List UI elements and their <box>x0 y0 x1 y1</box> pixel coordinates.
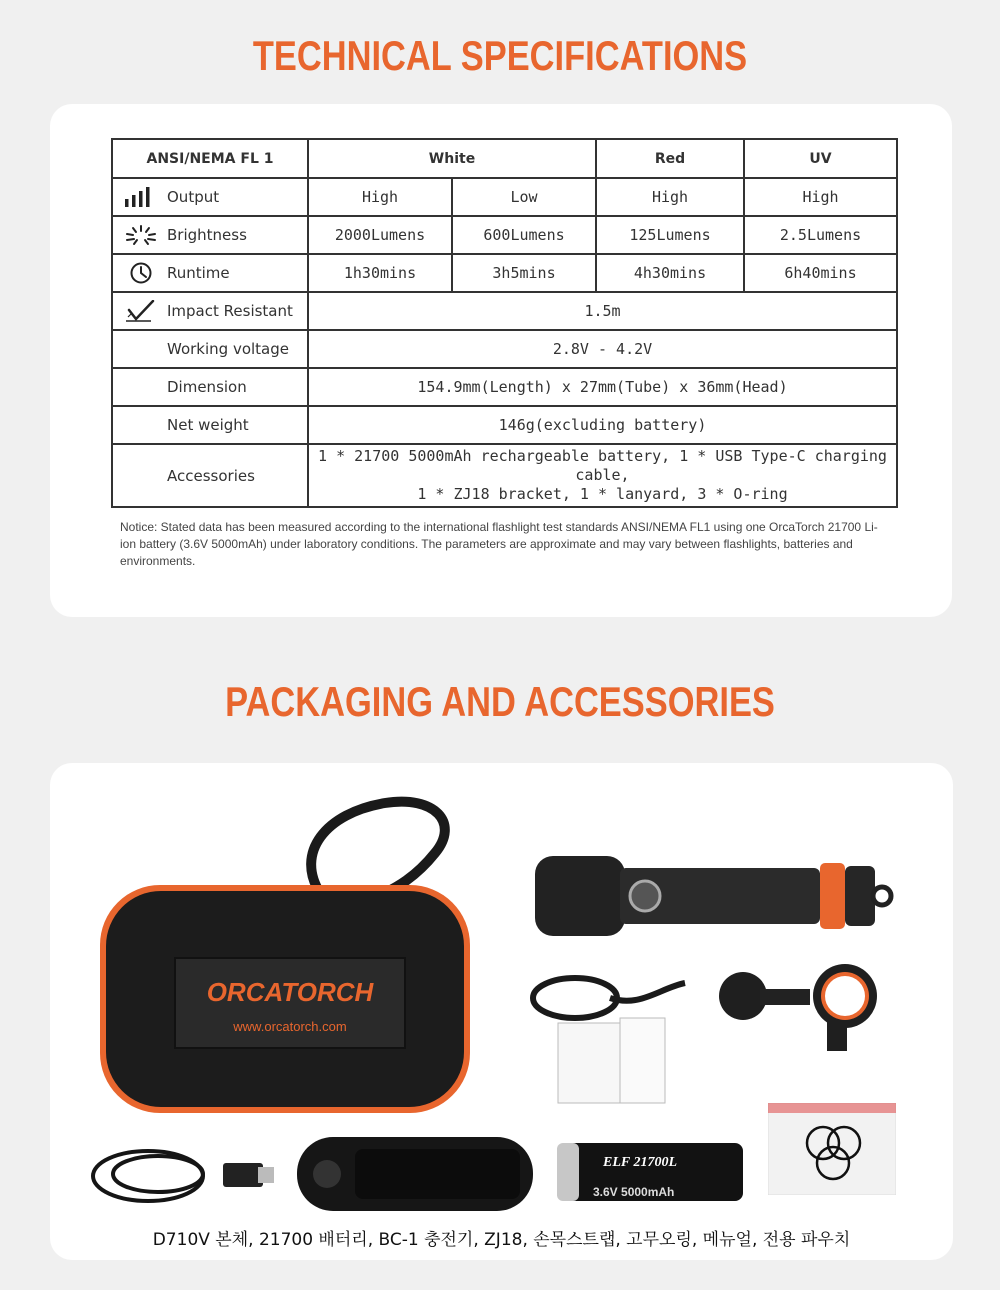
header-red: Red <box>596 139 744 178</box>
cell-accessories-value <box>308 444 897 507</box>
row-label-runtime: Runtime <box>112 254 308 292</box>
carrying-case-image <box>95 793 475 1118</box>
header-standard: ANSI/NEMA FL 1 <box>112 139 308 178</box>
table-row <box>112 368 897 406</box>
cell-brightness-white-low: 600Lumens <box>452 216 596 254</box>
lanyard-image <box>530 968 700 1108</box>
cell-dimension-value: 154.9mm(Length) x 27mm(Tube) x 36mm(Head) <box>308 368 897 406</box>
specs-table <box>111 138 898 508</box>
usb-cable-image <box>88 1141 278 1211</box>
cell-brightness-uv: 2.5Lumens <box>744 216 897 254</box>
cell-output-white-low: Low <box>452 178 596 216</box>
table-row <box>112 292 897 330</box>
table-row <box>112 216 897 254</box>
table-row <box>112 406 897 444</box>
cell-output-white-high: High <box>308 178 452 216</box>
accessories-line-1: 1 * 21700 5000mAh rechargeable battery, 1 * USB Type-C charging cable, <box>318 447 887 484</box>
packaging-card <box>50 763 953 1260</box>
specs-title: TECHNICAL SPECIFICATIONS <box>252 32 748 79</box>
impact-check-icon <box>123 300 159 322</box>
zj18-bracket-image <box>715 961 885 1056</box>
accessories-line-2: 1 * ZJ18 bracket, 1 * lanyard, 3 * O-ring <box>417 485 788 503</box>
table-row <box>112 444 897 507</box>
cell-brightness-white-high: 2000Lumens <box>308 216 452 254</box>
specs-notice: Notice: Stated data has been measured according to the international flashlight test standards ANSI/NEMA FL1 using one OrcaTorch 21700 Li-ion battery (3.6V 5000mAh) under laboratory conditions. The parameters are approximate and may vary between flashlights, batteries and environments. <box>120 520 878 568</box>
row-label-brightness: Brightness <box>112 216 308 254</box>
table-row <box>112 178 897 216</box>
row-label-accessories: Accessories <box>112 444 308 507</box>
cell-voltage-value: 2.8V - 4.2V <box>308 330 897 368</box>
header-uv: UV <box>744 139 897 178</box>
table-header-row <box>112 139 897 178</box>
header-white: White <box>308 139 596 178</box>
cell-runtime-uv: 6h40mins <box>744 254 897 292</box>
cell-runtime-white-low: 3h5mins <box>452 254 596 292</box>
cell-runtime-white-high: 1h30mins <box>308 254 452 292</box>
cell-output-uv: High <box>744 178 897 216</box>
battery-21700-image <box>555 1141 745 1203</box>
table-row <box>112 330 897 368</box>
row-label-weight: Net weight <box>112 406 308 444</box>
row-label-voltage: Working voltage <box>112 330 308 368</box>
flashlight-image <box>530 848 895 943</box>
bc1-charger-image <box>295 1135 535 1213</box>
cell-impact-value: 1.5m <box>308 292 897 330</box>
light-rays-icon <box>123 224 159 246</box>
signal-bars-icon <box>123 186 159 208</box>
battery-spec: 3.6V 5000mAh <box>593 1185 675 1199</box>
packaging-caption: D710V 본체, 21700 배터리, BC-1 충전기, ZJ18, 손목스트랩, 고무오링, 메뉴얼, 전용 파우치 <box>152 1230 851 1250</box>
row-label-dimension: Dimension <box>112 368 308 406</box>
cell-runtime-red: 4h30mins <box>596 254 744 292</box>
row-label-impact: Impact Resistant <box>112 292 308 330</box>
cell-output-red: High <box>596 178 744 216</box>
specs-card <box>50 104 952 617</box>
cell-brightness-red: 125Lumens <box>596 216 744 254</box>
table-row <box>112 254 897 292</box>
case-logo: ORCATORCH <box>206 977 374 1007</box>
packaging-title: PACKAGING AND ACCESSORIES <box>225 678 775 725</box>
battery-brand: ELF 21700L <box>603 1155 678 1170</box>
row-label-output: Output <box>112 178 308 216</box>
clock-icon <box>123 262 159 284</box>
o-rings-image <box>768 1103 896 1195</box>
cell-weight-value: 146g(excluding battery) <box>308 406 897 444</box>
case-url: www.orcatorch.com <box>233 1019 347 1034</box>
